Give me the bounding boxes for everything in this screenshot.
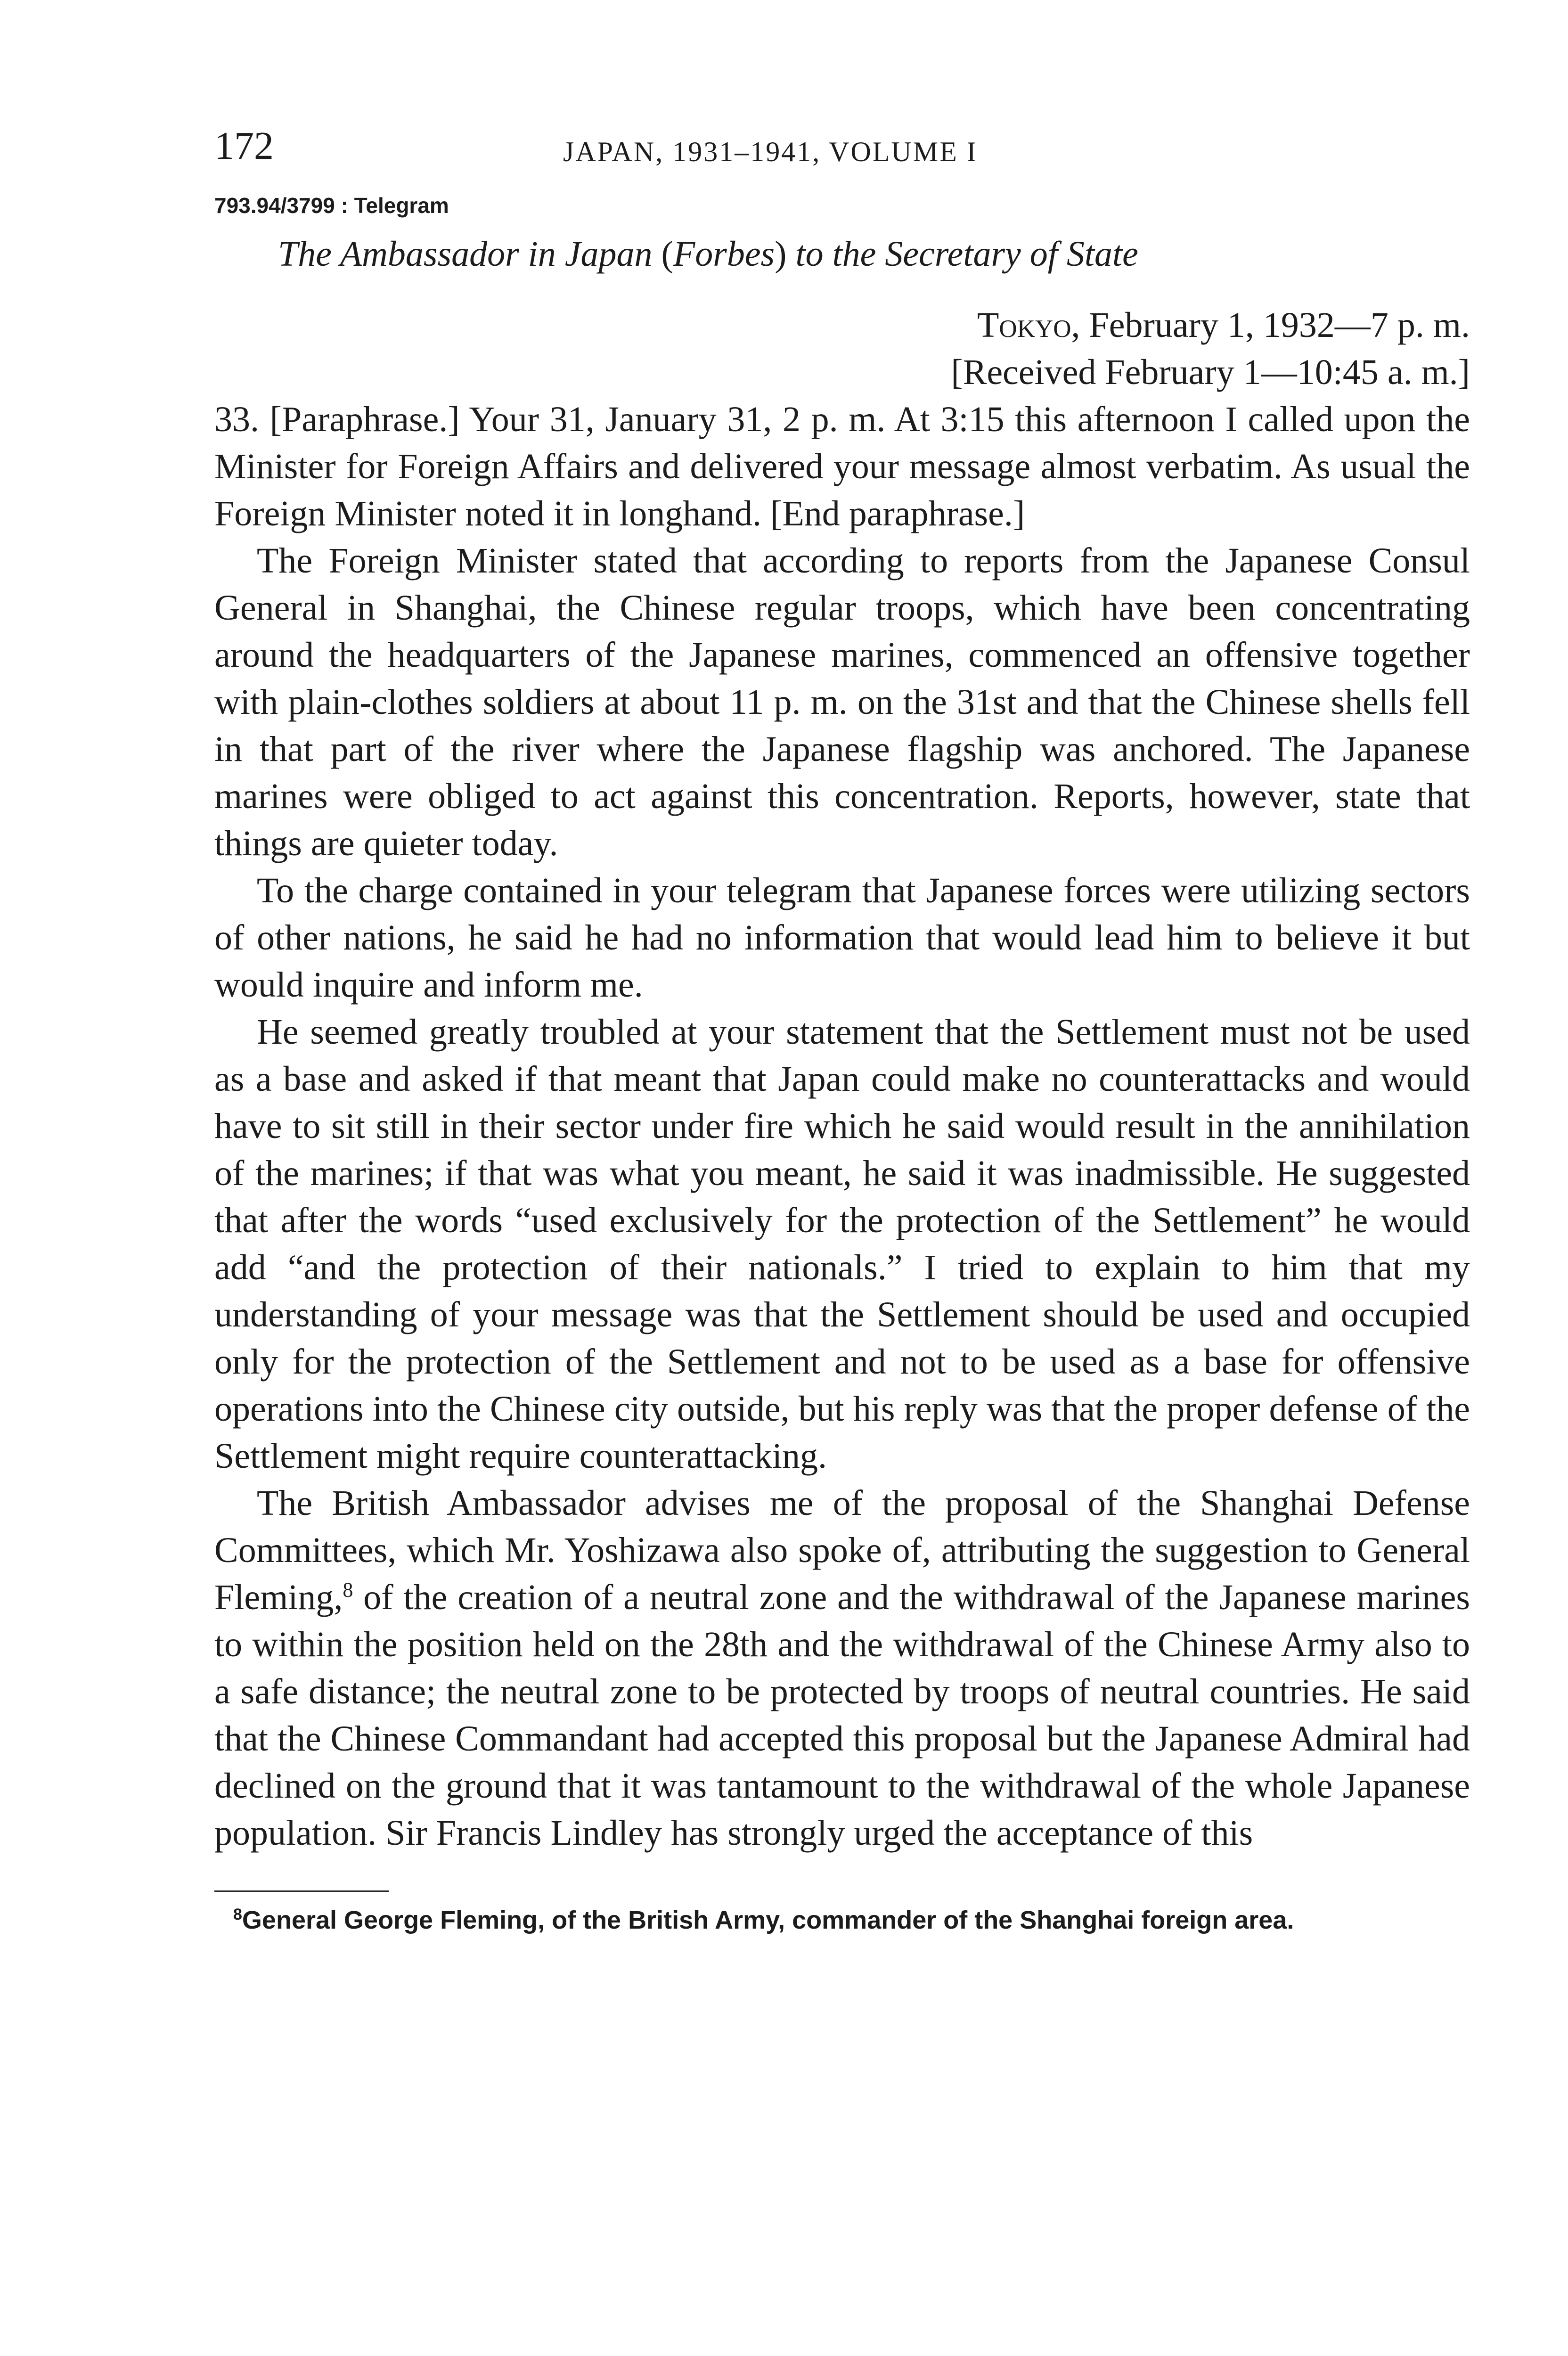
document-title [278, 229, 1470, 279]
paragraph-text-after-note: of the creation of a neutral zone and the withdrawal of the Japanese marines to within the position held on the 28th and the withdrawal of the Chinese Army also to a safe distance; the neutral zone to be protected by troops of neutral countries. He said that the Chinese Commandant had accepted this proposal but the Japanese Admiral had declined on the ground that it was tantamount to the withdrawal of the whole Japanese population. Sir Francis Lindley has strongly urged the acceptance of this [214, 1578, 1470, 1853]
footnote-text: General George Fleming, of the British Army, commander of the Shanghai foreign area. [242, 1906, 1294, 1934]
page-number: 172 [214, 124, 274, 168]
dateline-sent: , February 1, 1932—7 p. m. [1071, 305, 1470, 345]
running-header [214, 123, 1470, 184]
paragraph-with-footnote [214, 1480, 1470, 1857]
title-pre: The Ambassador in Japan [278, 234, 662, 274]
dateline [214, 302, 1470, 396]
footnote-reference[interactable]: 8 [343, 1578, 353, 1602]
title-name: Forbes [673, 234, 775, 274]
paragraph: He seemed greatly troubled at your statement that the Settlement must not be used as a base and asked if that meant that Japan could make no counterattacks and would have to sit still in their sector under fire which he said would result in the annihilation of the marines; if that was what you meant, he said it was inadmissible. He suggested that after the words “used exclusively for the protection of the Settlement” he would add “and the protection of their nationals.” I tried to explain to him that my understanding of your message was that the Settlement should be used and occupied only for the protection of the Settlement and not to be used as a base for offensive operations into the Chinese city outside, but his reply was that the proper defense of the Settlement might require counterattacking. [214, 1012, 1470, 1476]
title-close-paren: ) [775, 234, 787, 274]
file-reference: 793.94/3799 : Telegram [214, 193, 449, 218]
dateline-place: Tokyo [977, 305, 1071, 345]
telegram-body [214, 396, 1470, 1857]
running-title: JAPAN, 1931–1941, VOLUME I [563, 136, 978, 167]
paragraph: 33. [Paraphrase.] Your 31, January 31, 2 p. m. At 3:15 this afternoon I called upon the Minister for Foreign Affairs and delivered your message almost verbatim. As usual the Foreign Minister noted it in longhand. [End paraphrase.] [214, 400, 1470, 533]
paragraph: To the charge contained in your telegram that Japanese forces were utilizing sectors of other nations, he said he had no information that would lead him to believe it but would inquire and inform me. [214, 871, 1470, 1005]
title-post: to the Secretary of State [786, 234, 1138, 274]
footnote-mark: 8 [233, 1906, 242, 1923]
dateline-sent-line [214, 302, 1470, 349]
footnote [214, 1904, 1470, 1936]
dateline-received: [Received February 1—10:45 a. m.] [951, 352, 1470, 392]
paragraph-text-before-note: The British Ambassador advises me of the proposal of the Shanghai Defense Committees, which Mr. Yoshizawa also spoke of, attributing the suggestion to General Fleming, [214, 1483, 1470, 1617]
footnote-divider [214, 1890, 389, 1892]
document-page [214, 123, 1470, 1936]
title-open-paren: ( [661, 234, 673, 274]
paragraph: The Foreign Minister stated that according to reports from the Japanese Consul General in Shanghai, the Chinese regular troops, which have been concentrating around the headquarters of the Japanese marines, commenced an offensive together with plain-clothes soldiers at about 11 p. m. on the 31st and that the Chinese shells fell in that part of the river where the Japanese flagship was anchored. The Japanese marines were obliged to act against this concentration. Reports, however, state that things are quieter today. [214, 541, 1470, 863]
